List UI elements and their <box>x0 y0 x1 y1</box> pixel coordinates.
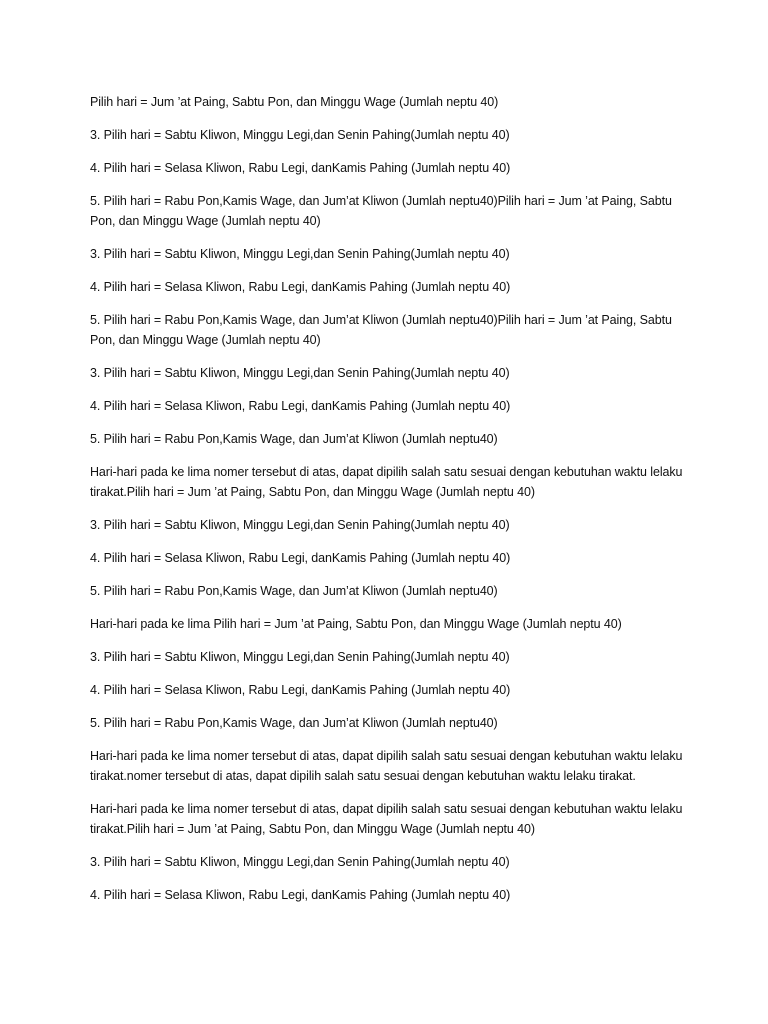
paragraph-11: Hari-hari pada ke lima nomer tersebut di atas, dapat dipilih salah satu sesuai dengan kebutuhan waktu lelaku tirakat.Pilih hari = Jum ’at Paing, Sabtu Pon, dan Minggu Wage (Jumlah neptu 40) <box>90 465 683 499</box>
paragraph-2: 3. Pilih hari = Sabtu Kliwon, Minggu Legi,dan Senin Pahing(Jumlah neptu 40) <box>90 128 510 142</box>
paragraph-1: Pilih hari = Jum ’at Paing, Sabtu Pon, dan Minggu Wage (Jumlah neptu 40) <box>90 95 499 109</box>
paragraph-14: 5. Pilih hari = Rabu Pon,Kamis Wage, dan Jum’at Kliwon (Jumlah neptu40) <box>90 584 498 598</box>
paragraph-3: 4. Pilih hari = Selasa Kliwon, Rabu Legi, danKamis Pahing (Jumlah neptu 40) <box>90 161 511 175</box>
paragraph-5: 3. Pilih hari = Sabtu Kliwon, Minggu Legi,dan Senin Pahing(Jumlah neptu 40) <box>90 247 510 261</box>
paragraph-20: Hari-hari pada ke lima nomer tersebut di atas, dapat dipilih salah satu sesuai dengan kebutuhan waktu lelaku tirakat.Pilih hari = Jum ’at Paing, Sabtu Pon, dan Minggu Wage (Jumlah neptu 40) <box>90 802 683 836</box>
paragraph-9: 4. Pilih hari = Selasa Kliwon, Rabu Legi, danKamis Pahing (Jumlah neptu 40) <box>90 399 511 413</box>
paragraph-16: 3. Pilih hari = Sabtu Kliwon, Minggu Legi,dan Senin Pahing(Jumlah neptu 40) <box>90 650 510 664</box>
paragraph-7: 5. Pilih hari = Rabu Pon,Kamis Wage, dan Jum’at Kliwon (Jumlah neptu40)Pilih hari = Jum ’at Paing, Sabtu Pon, dan Minggu Wage (Jumlah neptu 40) <box>90 313 672 347</box>
paragraph-21: 3. Pilih hari = Sabtu Kliwon, Minggu Legi,dan Senin Pahing(Jumlah neptu 40) <box>90 855 510 869</box>
paragraph-22: 4. Pilih hari = Selasa Kliwon, Rabu Legi, danKamis Pahing (Jumlah neptu 40) <box>90 888 511 902</box>
paragraph-12: 3. Pilih hari = Sabtu Kliwon, Minggu Legi,dan Senin Pahing(Jumlah neptu 40) <box>90 518 510 532</box>
paragraph-13: 4. Pilih hari = Selasa Kliwon, Rabu Legi, danKamis Pahing (Jumlah neptu 40) <box>90 551 511 565</box>
paragraph-10: 5. Pilih hari = Rabu Pon,Kamis Wage, dan Jum’at Kliwon (Jumlah neptu40) <box>90 432 498 446</box>
paragraph-4: 5. Pilih hari = Rabu Pon,Kamis Wage, dan Jum’at Kliwon (Jumlah neptu40)Pilih hari = Jum ’at Paing, Sabtu Pon, dan Minggu Wage (Jumlah neptu 40) <box>90 194 672 228</box>
document-body <box>90 92 690 918</box>
paragraph-8: 3. Pilih hari = Sabtu Kliwon, Minggu Legi,dan Senin Pahing(Jumlah neptu 40) <box>90 366 510 380</box>
paragraph-15: Hari-hari pada ke lima Pilih hari = Jum ’at Paing, Sabtu Pon, dan Minggu Wage (Jumlah neptu 40) <box>90 617 622 631</box>
paragraph-18: 5. Pilih hari = Rabu Pon,Kamis Wage, dan Jum’at Kliwon (Jumlah neptu40) <box>90 716 498 730</box>
paragraph-19: Hari-hari pada ke lima nomer tersebut di atas, dapat dipilih salah satu sesuai dengan kebutuhan waktu lelaku tirakat.nomer tersebut di atas, dapat dipilih salah satu sesuai dengan kebutuhan waktu lelaku tirakat. <box>90 749 683 783</box>
paragraph-6: 4. Pilih hari = Selasa Kliwon, Rabu Legi, danKamis Pahing (Jumlah neptu 40) <box>90 280 511 294</box>
paragraph-17: 4. Pilih hari = Selasa Kliwon, Rabu Legi, danKamis Pahing (Jumlah neptu 40) <box>90 683 511 697</box>
